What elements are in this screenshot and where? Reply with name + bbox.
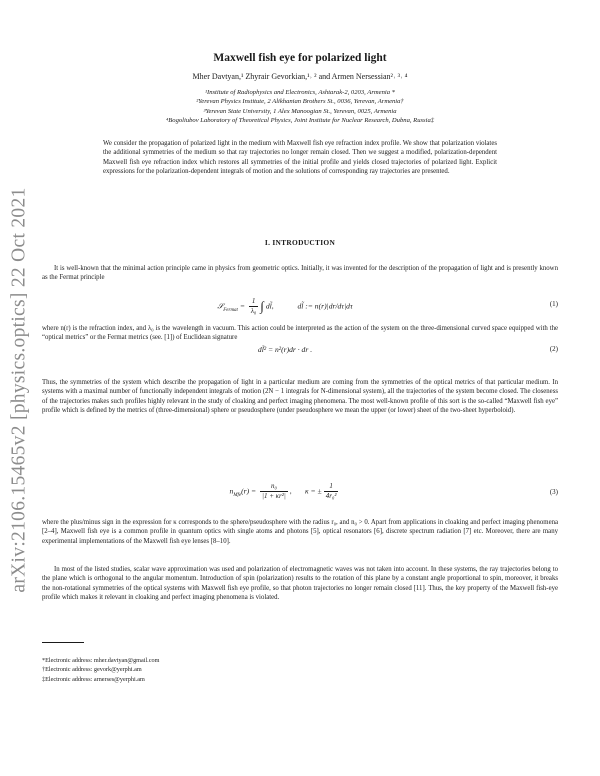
equation-2 [42,345,558,365]
paragraph-3: Thus, the symmetries of the system which describe the propagation of light in a particular medium are coming from the symmetries of the optical metrics of that particular medium. In systems with a maximal number of functionally independent integrals of motion (2N − 1 integrals for N-dimensional system), all the trajectories of the system become closed. The closeness of the trajectories makes such profiles highly relevant in the study of cloaking and perfect imaging phenomena. The most well-known profile of this sort is the so-called “Maxwell fish eye” profile which is defined by the metrics of (three-dimensional) sphere or pseudosphere (under pseudosphere we mean the upper (or lower) sheet of the two-sheet hyperboloid). [42,379,558,415]
eq1-integrand: dl̃, [265,301,274,311]
eq1-lhs: 𝒮 [217,301,224,311]
equation-1-number: (1) [549,300,558,308]
section-heading: I. INTRODUCTION [264,238,336,247]
eq1-lhs-subscript: Fermat [223,307,238,313]
eq3-k-num: 1 [324,482,339,492]
eq1-fraction [249,297,258,316]
footnotes [42,656,442,684]
affiliations [60,88,540,126]
paragraph-1: It is well-known that the minimal action principle came in physics from geometric optics. Initially, it was invented for the description of the propagation of light and is presently known as the Fermat principle [42,265,558,282]
eq3-argument: (r) = [241,486,259,496]
equation-2-body: dl̃² = n²(r)dr · dr . [257,345,313,354]
equation-3-number: (3) [549,488,558,496]
eq3-frac-den: |1 + κr²| [262,492,286,500]
eq1-equals: = [237,301,247,311]
footnote-2: †Electronic address: gevork@yerphi.am [42,666,142,674]
footnote-divider [42,642,84,643]
eq3-kappa-fraction [324,482,339,501]
footnote-1: *Electronic address: mher.davtyan@gmail.com [42,657,160,664]
equation-3 [42,482,558,502]
eq3-k-den: 4r₀² [325,492,337,500]
paragraph-4: where the plus/minus sign in the expression for κ corresponds to the sphere/pseudosphere with the radius r₀, and n₀ > 0. Apart from applications in cloaking and perfect imaging phenomena [2–4], Maxwell fish eye is a common profile in quantum optics with single atoms and photons [5], optical resonators [6], discrete spectrum radiation [7] etc. Moreover, there are many experimental implementations of the Maxwell fish eye lenses [8–10]. [42,519,558,545]
eq3-fraction [260,482,288,501]
integral-sign: ∫ [260,298,264,314]
abstract: We consider the propagation of polarized light in the medium with Maxwell fish eye refraction index profile. We show that polarization violates the additional symmetries of the medium so that ray trajectories no longer remain closed. Then we suggest a modified, polarization-dependent Maxwell fish eye refraction index which restores all symmetries of the initial profile and yields closed trajectories of polarized light. Explicit expressions for the polarization-dependent integrals of motion and the solutions of corresponding ray trajectories are presented. [103,140,497,176]
equation-1-body [42,297,528,316]
footnote-3: ‡Electronic address: arnerses@yerphi.am [42,675,145,683]
equation-1 [42,297,558,317]
eq3-lhs: n [229,486,234,496]
eq3-kappa: , κ = ± [289,486,322,496]
affiliation-4: ⁴Bogoliubov Laboratory of Theoretical Physics, Joint Institute for Nuclear Research, Dubna, Russia‡ [165,117,435,125]
arxiv-stamp [2,175,38,605]
eq3-lhs-subscript: Mfe [233,492,242,498]
eq3-frac-num: n₀ [260,482,288,492]
affiliation-1: ¹Institute of Radiophysics and Electronics, Ashtarak-2, 0203, Armenia * [205,89,395,96]
equation-3-body [42,482,528,501]
author-list: Mher Davtyan,¹ Zhyrair Gevorkian,¹˒ ² and Armen Nersessian²˒ ³˒ ⁴ [192,72,408,81]
eq1-definition: dl̃ := n(r)|dr/dτ|dτ [297,301,353,311]
eq1-frac-num: 1 [249,297,258,307]
paper-title: Maxwell fish eye for polarized light [213,52,387,64]
paragraph-5: In most of the listed studies, scalar wave approximation was used and polarization of electromagnetic waves was not taken into account. In these systems, the ray trajectories belong to the plane which is orthogonal to the angular momentum. Introduction of spin (polarization) results to the rotation of this plane by a constant angle proportional to spin, moreover, it breaks the non-rotational symmetries of the optical systems with Maxwell fish eye profile, so that photon trajectories no longer remain closed [11]. Thus, the key property of the Maxwell fish-eye profile which makes it relevant in cloaking and perfect imaging phenomena is violated. [42,566,558,602]
equation-2-number: (2) [549,345,558,353]
arxiv-identifier: arXiv:2106.15465v2 [physics.optics] 22 Oct 2021 [9,187,31,593]
affiliation-3: ³Yerevan State University, 1 Alex Manoogian St., Yerevan, 0025, Armenia [203,107,397,115]
affiliation-2: ²Yerevan Physics Institute, 2 Alikhanian Brothers St., 0036, Yerevan, Armenia† [196,98,404,106]
paragraph-2: where n(r) is the refraction index, and λ₀ is the wavelength in vacuum. This action could be interpreted as the action of the system on the three-dimensional curved space equipped with the “optical metrics” or the Fermat metrics (see. [1]) of Euclidean signature [42,325,558,342]
eq1-frac-den: λ₀ [250,307,257,315]
